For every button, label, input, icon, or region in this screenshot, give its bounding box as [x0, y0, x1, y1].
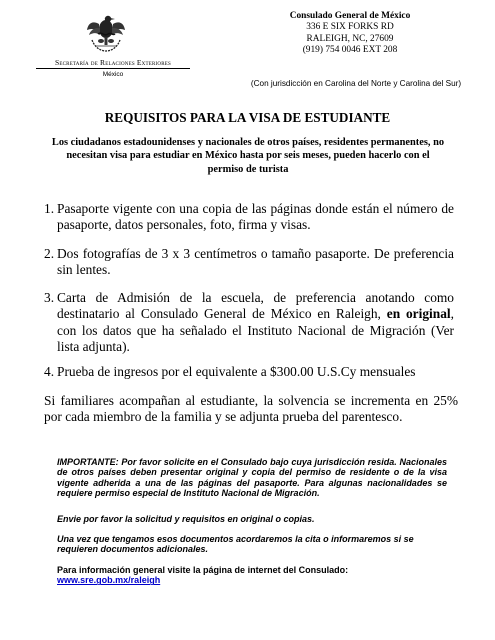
requirement-text-part: , con los datos que ha señalado el Instituto Nacional de Migración (Ver lista adjunta).	[57, 306, 454, 354]
requirement-number: 3.	[44, 290, 55, 305]
families-paragraph: Si familiares acompañan al estudiante, la solvencia se incrementa en 25% por cada miembro de la familia y se adjunta prueba del parentesco.	[44, 393, 458, 425]
requirement-text: Prueba de ingresos por el equivalente a $300.00 U.S.Cy mensuales	[57, 364, 416, 379]
requirement-number: 2.	[44, 246, 55, 261]
intro-paragraph: Los ciudadanos estadounidenses y nacionales de otros países, residentes permanentes, no necesitan visa para estudiar en México hasta por seis meses, pueden hacerlo con el permiso de turista	[51, 137, 445, 175]
consulate-address-block	[250, 11, 450, 56]
appointment-note: Una vez que tengamos esos documentos acordaremos la cita o informaremos si se requieren documentos adicionales.	[57, 534, 414, 555]
info-text: Para información general visite la página de internet del Consulado:	[57, 565, 349, 575]
consulate-website-link[interactable]: www.sre.gob.mx/raleigh	[57, 575, 161, 586]
requirement-text: Pasaporte vigente con una copia de las páginas donde están el número de pasaporte, datos personales, foto, firma y visas.	[57, 201, 454, 233]
mexican-coat-of-arms-icon	[84, 10, 128, 54]
consulate-phone: (919) 754 0046 EXT 208	[302, 44, 398, 55]
requirement-text-part: Carta de Admisión de la escuela, de preferencia anotando como destinatario al Consulado General de México en Raleigh,	[57, 290, 454, 322]
requirement-number: 1.	[44, 201, 55, 216]
requirement-item	[44, 246, 454, 279]
requirement-item	[44, 201, 454, 234]
requirement-text	[57, 290, 454, 355]
send-instructions: Envie por favor la solicitud y requisitos en original o copias.	[57, 514, 315, 524]
ministry-name: Secretaría de Relaciones Exteriores	[55, 58, 171, 67]
requirement-number: 4.	[44, 364, 55, 379]
requirement-item	[44, 290, 454, 355]
requirement-emphasis: en original	[386, 306, 451, 322]
consulate-street: 336 E SIX FORKS RD	[306, 22, 394, 33]
important-label: IMPORTANTE:	[57, 457, 119, 467]
header-divider	[36, 68, 190, 69]
consulate-name: Consulado General de México	[289, 11, 411, 21]
requirement-item	[44, 364, 454, 380]
consulate-city: RALEIGH, NC, 27609	[306, 33, 394, 44]
country-name: México	[102, 71, 124, 78]
important-text: Por favor solicite en el Consulado bajo cuya jurisdicción resida. Nacionales de otros países deben presentar original y copia del permiso de residente o de la visa vigente adherida a una de las páginas del pasaporte. Para algunas nacionalidades se requiere permiso especial de Instituto Nacional de Migración.	[57, 457, 447, 498]
page-title: REQUISITOS PARA LA VISA DE ESTUDIANTE	[104, 110, 391, 125]
requirement-text: Dos fotografías de 3 x 3 centímetros o tamaño pasaporte. De preferencia sin lentes.	[57, 246, 454, 278]
info-block	[57, 565, 447, 586]
consulate-jurisdiction: (Con jurisdicción en Carolina del Norte y Carolina del Sur)	[250, 79, 462, 88]
important-note	[57, 457, 447, 498]
